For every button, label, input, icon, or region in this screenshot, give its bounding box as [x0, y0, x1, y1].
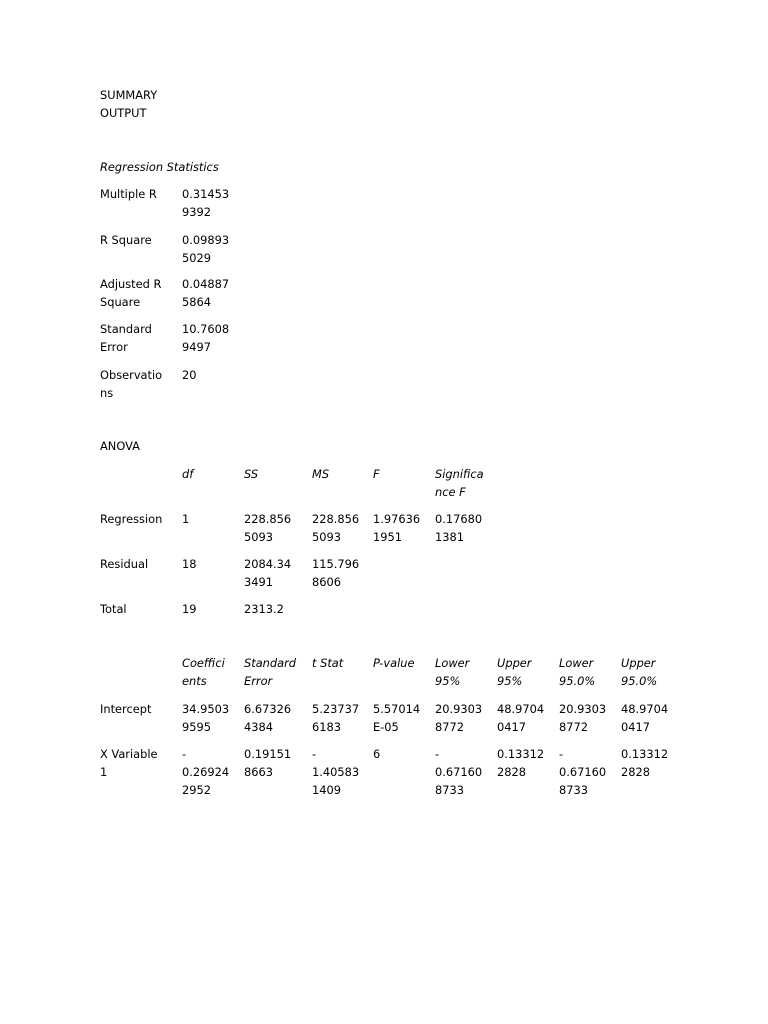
anova-residual-df: 18 [182, 557, 197, 571]
anova-residual-ms: 115.796 8606 [312, 557, 360, 589]
anova-regression-df: 1 [182, 512, 190, 526]
anova-header-df: df [182, 467, 194, 481]
stat-label-multiple-r: Multiple R [100, 187, 157, 201]
intercept-coefficient: 34.9503 9595 [182, 702, 230, 734]
intercept-lower-95: 20.9303 8772 [435, 702, 483, 734]
stat-value-r-square: 0.09893 5029 [182, 233, 230, 265]
anova-regression-ss: 228.856 5093 [244, 512, 292, 544]
coef-header-coefficients: Coeffici ents [182, 656, 225, 688]
coef-header-standard-error: Standard Error [244, 656, 297, 688]
regression-statistics-heading: Regression Statistics [100, 160, 219, 174]
coef-header-lower-95: Lower 95% [435, 656, 470, 688]
coef-row-label-x-variable-1: X Variable 1 [100, 747, 158, 779]
anova-total-ss: 2313.2 [244, 602, 284, 616]
anova-row-label-regression: Regression [100, 512, 163, 526]
anova-header-ms: MS [312, 467, 330, 481]
coef-header-upper-95: Upper 95% [497, 656, 532, 688]
stat-label-adjusted-r-square: Adjusted R Square [100, 277, 162, 309]
anova-row-label-residual: Residual [100, 557, 149, 571]
coef-row-label-intercept: Intercept [100, 702, 152, 716]
x-variable-lower-95-0: - 0.67160 8733 [559, 747, 607, 797]
coef-header-p-value: P-value [373, 656, 415, 670]
anova-header-significance-f: Significa nce F [435, 467, 484, 499]
x-variable-standard-error: 0.19151 8663 [244, 747, 292, 779]
anova-heading: ANOVA [100, 439, 140, 453]
coef-header-upper-95-0: Upper 95.0% [621, 656, 658, 688]
stat-value-adjusted-r-square: 0.04887 5864 [182, 277, 230, 309]
x-variable-upper-95-0: 0.13312 2828 [621, 747, 669, 779]
coef-header-t-stat: t Stat [312, 656, 344, 670]
x-variable-t-stat: - 1.40583 1409 [312, 747, 360, 797]
stat-value-standard-error: 10.7608 9497 [182, 322, 230, 354]
stat-label-standard-error: Standard Error [100, 322, 152, 354]
intercept-upper-95: 48.9704 0417 [497, 702, 545, 734]
anova-row-label-total: Total [100, 602, 127, 616]
intercept-upper-95-0: 48.9704 0417 [621, 702, 669, 734]
stat-value-observations: 20 [182, 368, 197, 382]
x-variable-coefficient: - 0.26924 2952 [182, 747, 230, 797]
intercept-p-value: 5.57014 E-05 [373, 702, 421, 734]
anova-header-f: F [373, 467, 380, 481]
stat-label-r-square: R Square [100, 233, 152, 247]
anova-residual-ss: 2084.34 3491 [244, 557, 292, 589]
stat-value-multiple-r: 0.31453 9392 [182, 187, 230, 219]
stat-label-observations: Observatio ns [100, 368, 163, 400]
intercept-standard-error: 6.67326 4384 [244, 702, 292, 734]
x-variable-lower-95: - 0.67160 8733 [435, 747, 483, 797]
x-variable-p-value: 6 [373, 747, 381, 761]
coef-header-lower-95-0: Lower 95.0% [559, 656, 596, 688]
x-variable-upper-95: 0.13312 2828 [497, 747, 545, 779]
anova-header-ss: SS [244, 467, 259, 481]
anova-regression-significance: 0.17680 1381 [435, 512, 483, 544]
intercept-lower-95-0: 20.9303 8772 [559, 702, 607, 734]
anova-regression-ms: 228.856 5093 [312, 512, 360, 544]
summary-title: SUMMARY OUTPUT [100, 88, 158, 120]
intercept-t-stat: 5.23737 6183 [312, 702, 360, 734]
anova-regression-f: 1.97636 1951 [373, 512, 421, 544]
anova-total-df: 19 [182, 602, 197, 616]
